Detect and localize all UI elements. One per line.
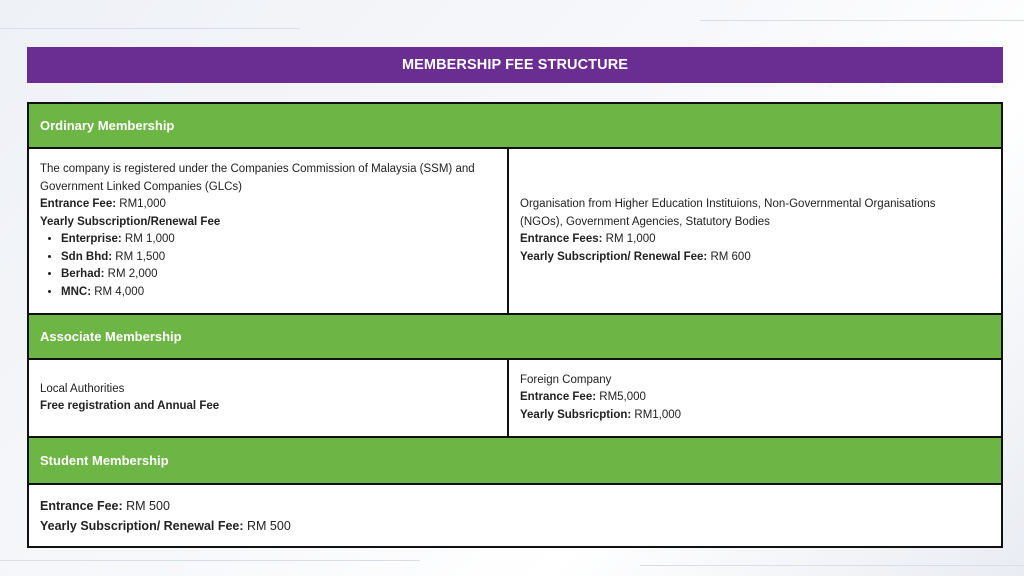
- ordinary-right-description: Organisation from Higher Education Instituions, Non-Governmental Organisations (NGOs), Government Agencies, Statutory Bodies: [520, 198, 936, 228]
- list-item: • Sdn Bhd: RM 1,500: [61, 249, 507, 267]
- student-entrance-fee: Entrance Fee: RM 500: [40, 498, 170, 513]
- ordinary-left-description: The company is registered under the Companies Commission of Malaysia (SSM) and Government Linked Companies (GLCs): [40, 163, 475, 193]
- ordinary-right-entrance-fee: Entrance Fees: RM 1,000: [520, 233, 656, 245]
- membership-fee-table: [27, 102, 1003, 548]
- ordinary-left-cell: [29, 149, 509, 313]
- background-decoration: [0, 560, 420, 561]
- student-cell: [29, 485, 1001, 546]
- ordinary-membership-row: [29, 149, 1001, 315]
- associate-membership-header: [29, 315, 1001, 360]
- ordinary-right-cell: [509, 149, 1001, 313]
- section-title: Student Membership: [40, 453, 169, 468]
- student-yearly-fee: Yearly Subscription/ Renewal Fee: RM 500: [40, 518, 291, 533]
- associate-right-description: Foreign Company: [520, 373, 612, 386]
- background-decoration: [640, 565, 1024, 566]
- ordinary-fee-list: [40, 231, 507, 301]
- ordinary-left-entrance-fee: Entrance Fee: RM1,000: [40, 198, 166, 210]
- background-decoration: [0, 28, 300, 29]
- student-membership-row: [29, 485, 1001, 546]
- ordinary-left-yearly-label: Yearly Subscription/Renewal Fee: [40, 215, 221, 228]
- section-title: Ordinary Membership: [40, 118, 175, 133]
- student-membership-header: [29, 438, 1001, 485]
- associate-right-cell: [509, 360, 1001, 436]
- page-title: MEMBERSHIP FEE STRUCTURE: [401, 57, 629, 73]
- associate-left-description: Local Authorities: [40, 382, 125, 395]
- associate-right-entrance-fee: Entrance Fee: RM5,000: [520, 391, 646, 404]
- ordinary-right-yearly-fee: Yearly Subscription/ Renewal Fee: RM 600: [520, 250, 751, 263]
- list-item: • Enterprise: RM 1,000: [61, 231, 507, 249]
- page-title-banner: [27, 47, 1003, 83]
- section-title: Associate Membership: [40, 329, 182, 344]
- background-decoration: [700, 20, 1024, 21]
- associate-membership-row: [29, 360, 1001, 438]
- associate-left-note: Free registration and Annual Fee: [40, 400, 220, 412]
- associate-left-cell: [29, 360, 509, 436]
- associate-right-yearly-fee: Yearly Subsricption: RM1,000: [520, 408, 682, 421]
- list-item: • Berhad: RM 2,000: [61, 266, 507, 284]
- ordinary-membership-header: [29, 104, 1001, 149]
- list-item: • MNC: RM 4,000: [61, 284, 507, 302]
